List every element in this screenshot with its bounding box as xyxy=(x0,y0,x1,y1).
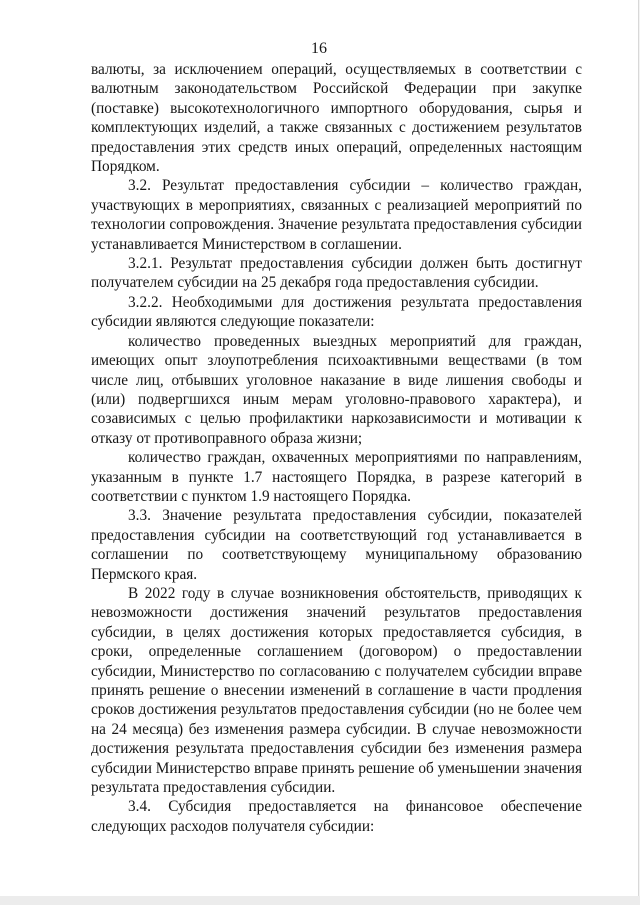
paragraph-3-2: 3.2. Результат предоставления субсидии – количество граждан, участвующих в мероприятиях, связанных с реализацией мероприятий по технологии сопровождения. Значение результата предоставления субсидии устанавливается Министерством в соглашении. xyxy=(91,177,582,253)
paragraph-3-4: 3.4. Субсидия предоставляется на финансовое обеспечение следующих расходов получателя субсидии: xyxy=(91,798,582,835)
paragraph-2022-changes: В 2022 году в случае возникновения обстоятельств, приводящих к невозможности достижения значений результатов предоставления субсидии, в целях достижения которых предоставляется субсидия, в сроки, определенные соглашением (договором) о предоставлении субсидии, Министерство по согласованию с получателем субсидии вправе принять решение о внесении изменений в соглашение в части продления сроков достижения результатов предоставления субсидии (но не более чем на 24 месяца) без изменения размера субсидии. В случае невозможности достижения результата предоставления субсидии без изменения размера субсидии Министерство вправе принять решение об уменьшении значения результата предоставления субсидии. xyxy=(91,584,582,797)
paragraph-3-3: 3.3. Значение результата предоставления субсидии, показателей предоставления субсидии на соответствующий год устанавливается в соглашении по соответствующему муниципальному образованию Пермского края. xyxy=(91,507,582,583)
scan-edge xyxy=(0,896,640,905)
paragraph-3-2-2: 3.2.2. Необходимыми для достижения результата предоставления субсидии являются следующие показатели: xyxy=(91,293,582,331)
paragraph-3-2-1: 3.2.1. Результат предоставления субсидии должен быть достигнут получателем субсидии на 25 декабря года предоставления субсидии. xyxy=(91,255,582,292)
paragraph-currency-exceptions: валюты, за исключением операций, осуществляемых в соответствии с валютным законодательством Российской Федерации при закупке (поставке) высокотехнологичного импортного оборудования, сырья и комплектующих изделий, а также связанных с достижением результатов предоставления этих средств иных операций, определенных настоящим Порядком. xyxy=(91,61,582,176)
page-number: 16 xyxy=(311,40,327,57)
paragraph-indicator-citizens: количество граждан, охваченных мероприятиями по направлениям, указанным в пункте 1.7 настоящего Порядка, в разрезе категорий в соответствии с пунктом 1.9 настоящего Порядка. xyxy=(91,449,582,505)
document-body xyxy=(91,60,582,836)
paragraph-indicator-events: количество проведенных выездных мероприятий для граждан, имеющих опыт злоупотребления психоактивными веществами (в том числе лиц, отбывших уголовное наказание в виде лишения свободы и (или) подвергшихся иным мерам уголовно-правового характера), и созависимых с целью профилактики наркозависимости и мотивации к отказу от противоправного образа жизни; xyxy=(91,332,582,447)
